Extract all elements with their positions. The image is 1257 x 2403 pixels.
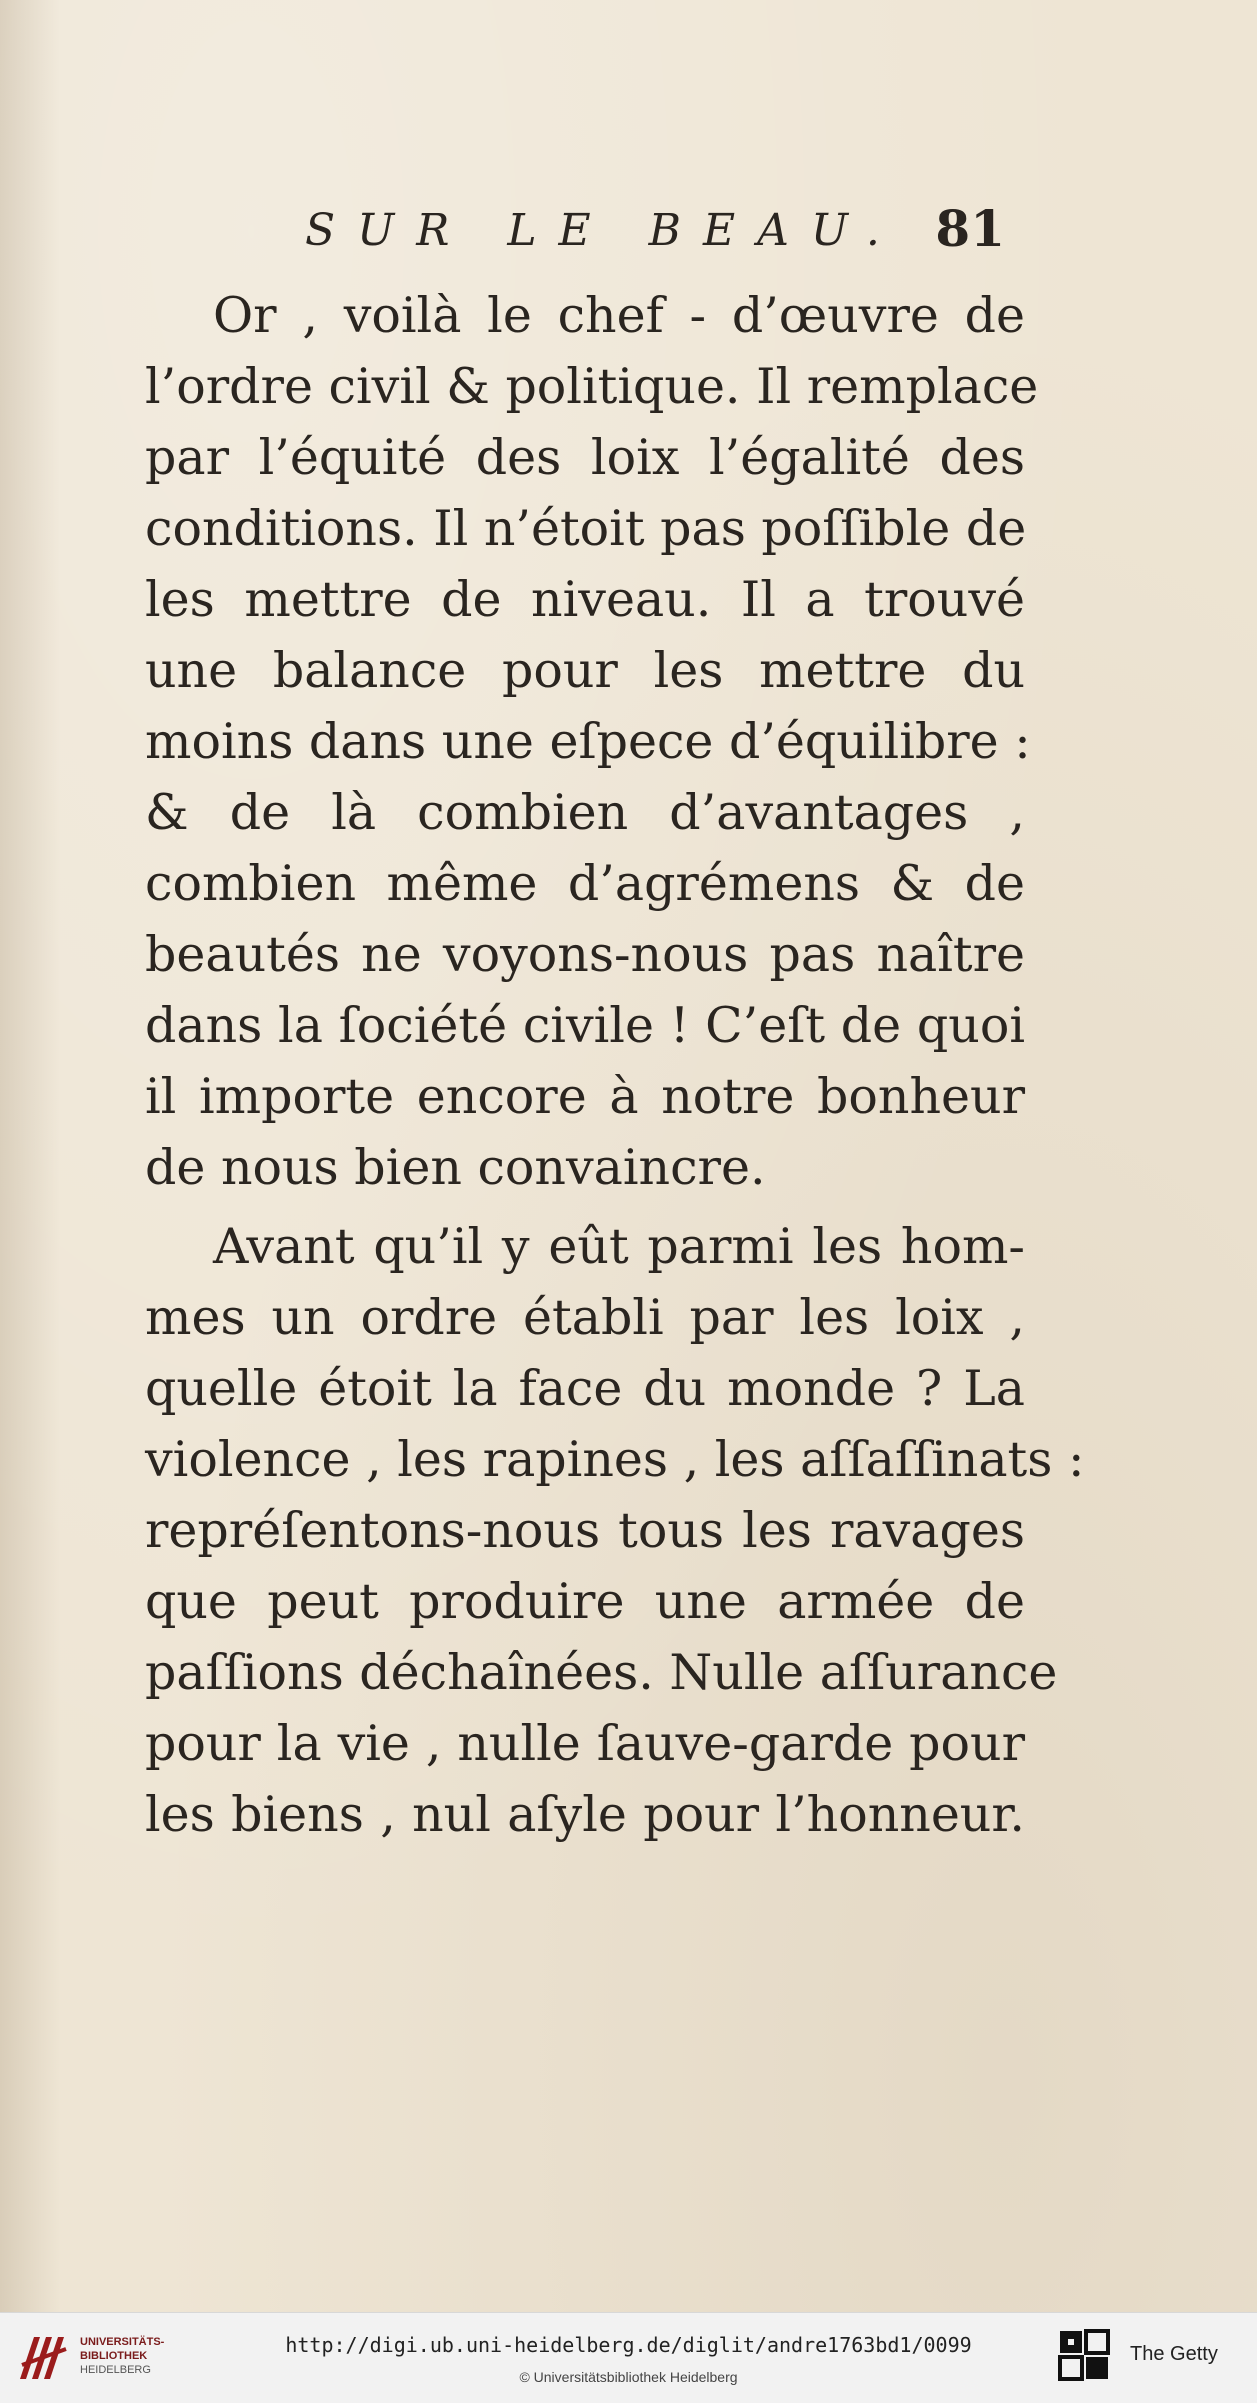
- library-name-line-2: BIBLIOTHEK: [80, 2350, 148, 2362]
- library-city: HEIDELBERG: [80, 2364, 151, 2376]
- text-line: pour la vie , nulle ſauve-garde pour: [145, 1715, 1025, 1772]
- paragraph-2: [145, 1211, 1085, 1850]
- partner-name: The Getty: [1130, 2343, 1218, 2365]
- text-line: les biens , nul aſyle pour l’honneur.: [145, 1786, 1025, 1843]
- text-line: combien même d’agrémens & de: [145, 855, 1025, 912]
- text-line: dans la ſociété civile ! C’eſt de quoi: [145, 997, 1025, 1054]
- text-line: paſſions déchaînées. Nulle aſſurance: [145, 1644, 1058, 1701]
- text-line: l’ordre civil & politique. Il remplace: [145, 358, 1039, 415]
- text-line: que peut produire une armée de: [145, 1573, 1025, 1630]
- text-line: conditions. Il n’étoit pas poſſible de: [145, 500, 1027, 557]
- page-number: 81: [935, 199, 1005, 258]
- text-line: de nous bien convaincre.: [145, 1139, 766, 1196]
- paragraph-1: [145, 280, 1039, 1203]
- text-line: & de là combien d’avantages ,: [145, 784, 1025, 841]
- text-line: une balance pour les mettre du: [145, 642, 1025, 699]
- text-line: par l’équité des loix l’égalité des: [145, 429, 1025, 486]
- permalink-url[interactable]: http://digi.ub.uni-heidelberg.de/diglit/andre1763bd1/0099: [285, 2333, 972, 2357]
- text-line: repréſentons-nous tous les ravages: [145, 1502, 1025, 1559]
- running-head: [305, 199, 1005, 275]
- text-line: Avant qu’il y eût parmi les hom-: [213, 1218, 1025, 1275]
- text-line: beautés ne voyons-nous pas naître: [145, 926, 1025, 983]
- library-name-line-1: UNIVERSITÄTS-: [80, 2336, 165, 2348]
- text-line: il importe encore à notre bonheur: [145, 1068, 1025, 1125]
- text-line: quelle étoit la face du monde ? La: [145, 1360, 1025, 1417]
- text-line: violence , les rapines , les aſſaſſinats :: [145, 1431, 1085, 1488]
- viewer-footer: [0, 2312, 1257, 2403]
- text-line: Or , voilà le chef - d’œuvre de: [213, 287, 1025, 344]
- paragraph-gap: [145, 1203, 1025, 1211]
- text-line: les mettre de niveau. Il a trouvé: [145, 571, 1025, 628]
- gutter-shadow: [0, 0, 60, 2312]
- text-line: mes un ordre établi par les loix ,: [145, 1289, 1025, 1346]
- copyright-notice: © Universitätsbibliothek Heidelberg: [519, 2369, 738, 2385]
- getty-logo-icon[interactable]: [1056, 2327, 1112, 2387]
- running-title: SUR LE BEAU.: [305, 205, 902, 256]
- text-line: moins dans une eſpece d’équilibre :: [145, 713, 1031, 770]
- body-text: [145, 280, 1085, 1850]
